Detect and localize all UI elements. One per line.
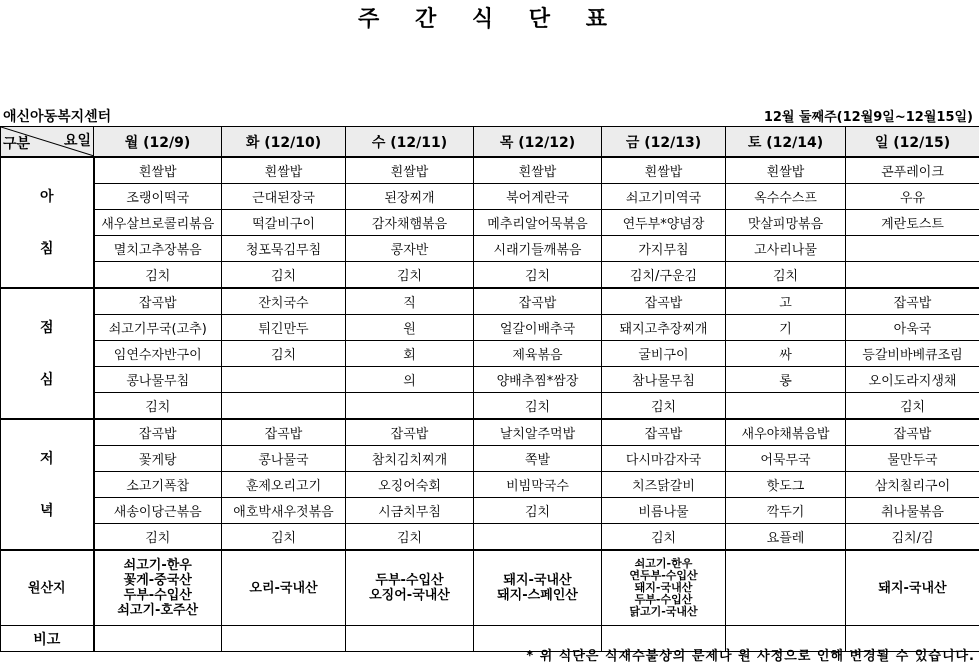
- menu-item: 흰쌀밥: [474, 157, 602, 184]
- menu-item: 맛살피망볶음: [726, 210, 846, 236]
- menu-item: 잔치국수: [222, 288, 346, 315]
- menu-item: 튀긴만두: [222, 315, 346, 341]
- meal-label-top: 저: [1, 446, 93, 472]
- menu-item: [474, 524, 602, 551]
- origin-row: [1, 550, 979, 626]
- menu-item: 흰쌀밥: [222, 157, 346, 184]
- menu-item: [846, 236, 979, 262]
- menu-item: 감자채햄볶음: [346, 210, 474, 236]
- menu-item: 기: [726, 315, 846, 341]
- menu-item: 흰쌀밥: [94, 157, 222, 184]
- menu-item: 롱: [726, 367, 846, 393]
- menu-item: 쇠고기무국(고추): [94, 315, 222, 341]
- menu-item: 가지무침: [602, 236, 726, 262]
- menu-item: 시금치무침: [346, 498, 474, 524]
- origin-line: 돼지-국내산: [846, 581, 979, 596]
- menu-item: 김치: [474, 393, 602, 420]
- menu-item: 잡곡밥: [346, 419, 474, 446]
- menu-item: 원: [346, 315, 474, 341]
- meal-row: [1, 288, 979, 315]
- menu-item: 김치: [474, 498, 602, 524]
- menu-item: 삼치칠리구이: [846, 472, 979, 498]
- menu-item: 김치: [346, 524, 474, 551]
- origin-cell: [474, 550, 602, 626]
- menu-item: 등갈비바베큐조림: [846, 341, 979, 367]
- meal-row: [1, 524, 979, 551]
- menu-item: 김치: [222, 524, 346, 551]
- meal-row: [1, 341, 979, 367]
- meal-label: [1, 288, 94, 419]
- menu-item: 된장찌개: [346, 184, 474, 210]
- meal-label: [1, 157, 94, 288]
- menu-item: 새우야채볶음밥: [726, 419, 846, 446]
- menu-item: 김치: [222, 341, 346, 367]
- menu-item: 쪽발: [474, 446, 602, 472]
- menu-item: 비름나물: [602, 498, 726, 524]
- meal-label-bottom: 녁: [1, 498, 93, 524]
- header-row: [1, 127, 979, 158]
- day-header: 월 (12/9): [94, 127, 222, 158]
- corner-day-label: 요일: [64, 130, 91, 150]
- meal-row: [1, 315, 979, 341]
- menu-item: 쇠고기미역국: [602, 184, 726, 210]
- note-cell: [222, 626, 346, 652]
- meal-label-spacer: [1, 472, 93, 498]
- day-header: 수 (12/11): [346, 127, 474, 158]
- menu-item: 청포묵김무침: [222, 236, 346, 262]
- menu-item: 근대된장국: [222, 184, 346, 210]
- menu-item: 시래기들깨볶음: [474, 236, 602, 262]
- menu-item: [346, 393, 474, 420]
- meal-row: [1, 262, 979, 289]
- menu-item: 고사리나물: [726, 236, 846, 262]
- meal-row: [1, 446, 979, 472]
- menu-item: 치즈닭갈비: [602, 472, 726, 498]
- meal-row: [1, 393, 979, 420]
- menu-item: 회: [346, 341, 474, 367]
- origin-cell: [726, 550, 846, 626]
- menu-item: 애호박새우젓볶음: [222, 498, 346, 524]
- origin-cell: [846, 550, 979, 626]
- menu-item: 취나물볶음: [846, 498, 979, 524]
- meal-label-spacer: [1, 341, 93, 367]
- menu-item: 떡갈비구이: [222, 210, 346, 236]
- origin-line: 꽃게-중국산: [95, 573, 222, 588]
- menu-item: 의: [346, 367, 474, 393]
- origin-line: 쇠고기-한우: [95, 558, 222, 573]
- menu-item: 제육볶음: [474, 341, 602, 367]
- corner-category-label: 구분: [3, 133, 30, 153]
- menu-item: 연두부*양념장: [602, 210, 726, 236]
- origin-line: 연두부-수입산: [602, 570, 725, 582]
- menu-item: 참나물무침: [602, 367, 726, 393]
- menu-item: 김치: [94, 393, 222, 420]
- menu-item: 콩나물무침: [94, 367, 222, 393]
- menu-item: 흰쌀밥: [602, 157, 726, 184]
- origin-line: 두부-수입산: [602, 594, 725, 606]
- menu-table: [0, 126, 979, 652]
- menu-item: 콘푸레이크: [846, 157, 979, 184]
- menu-item: 잡곡밥: [846, 288, 979, 315]
- menu-item: 김치: [726, 262, 846, 289]
- origin-line: 두부-수입산: [346, 573, 473, 588]
- note-label: 비고: [1, 626, 94, 652]
- note-cell: [346, 626, 474, 652]
- menu-item: 고: [726, 288, 846, 315]
- meal-label: [1, 419, 94, 550]
- menu-item: 잡곡밥: [602, 288, 726, 315]
- menu-item: 김치: [94, 524, 222, 551]
- menu-item: 북어계란국: [474, 184, 602, 210]
- origin-cell: [602, 550, 726, 626]
- origin-line: 오리-국내산: [222, 581, 345, 596]
- menu-item: 콩나물국: [222, 446, 346, 472]
- menu-item: [222, 393, 346, 420]
- origin-line: 닭고기-국내산: [602, 606, 725, 618]
- meal-row: [1, 184, 979, 210]
- menu-item: 참치김치찌개: [346, 446, 474, 472]
- menu-item: 꽃게탕: [94, 446, 222, 472]
- meal-label-top: 점: [1, 315, 93, 341]
- origin-cell: [94, 550, 222, 626]
- menu-item: 새송이당근볶음: [94, 498, 222, 524]
- menu-item: 콩자반: [346, 236, 474, 262]
- menu-item: [846, 262, 979, 289]
- menu-item: 김치: [602, 393, 726, 420]
- day-header: 목 (12/12): [474, 127, 602, 158]
- menu-item: 김치: [474, 262, 602, 289]
- menu-item: 김치/구운김: [602, 262, 726, 289]
- menu-item: 잡곡밥: [94, 288, 222, 315]
- menu-item: 다시마감자국: [602, 446, 726, 472]
- menu-item: 임연수자반구이: [94, 341, 222, 367]
- menu-item: 얼갈이배추국: [474, 315, 602, 341]
- menu-item: 흰쌀밥: [726, 157, 846, 184]
- menu-item: 직: [346, 288, 474, 315]
- origin-line: 오징어-국내산: [346, 588, 473, 603]
- menu-item: 계란토스트: [846, 210, 979, 236]
- menu-item: 물만두국: [846, 446, 979, 472]
- menu-item: 훈제오리고기: [222, 472, 346, 498]
- meal-row: [1, 157, 979, 184]
- menu-item: 잡곡밥: [474, 288, 602, 315]
- week-label: 12월 둘째주(12월9일~12월15일): [764, 106, 973, 125]
- origin-line: 돼지-국내산: [602, 582, 725, 594]
- origin-line: 돼지-국내산: [474, 573, 601, 588]
- center-name: 애신아동복지센터: [3, 106, 111, 126]
- origin-cell: [346, 550, 474, 626]
- menu-item: 핫도그: [726, 472, 846, 498]
- origin-line: 돼지-스페인산: [474, 588, 601, 603]
- menu-item: 깍두기: [726, 498, 846, 524]
- menu-item: 김치/김: [846, 524, 979, 551]
- header-corner: [1, 127, 94, 158]
- origin-line: 쇠고기-한우: [602, 558, 725, 570]
- day-header: 금 (12/13): [602, 127, 726, 158]
- menu-item: 날치알주먹밥: [474, 419, 602, 446]
- footnote: * 위 식단은 식재수불상의 문제나 원 사정으로 인해 변경될 수 있습니다.: [526, 645, 975, 664]
- meal-label-bottom: 심: [1, 367, 93, 393]
- menu-item: 싸: [726, 341, 846, 367]
- menu-item: 잡곡밥: [94, 419, 222, 446]
- meal-label-bottom: 침: [1, 236, 93, 262]
- menu-item: 오이도라지생채: [846, 367, 979, 393]
- menu-item: 오징어숙회: [346, 472, 474, 498]
- day-header: 화 (12/10): [222, 127, 346, 158]
- meal-row: [1, 419, 979, 446]
- menu-item: 김치: [222, 262, 346, 289]
- menu-item: 잡곡밥: [222, 419, 346, 446]
- meal-row: [1, 367, 979, 393]
- origin-line: 두부-수입산: [95, 588, 222, 603]
- meal-label-top: 아: [1, 184, 93, 210]
- origin-cell: [222, 550, 346, 626]
- menu-item: 아욱국: [846, 315, 979, 341]
- menu-item: 조랭이떡국: [94, 184, 222, 210]
- menu-item: 요플레: [726, 524, 846, 551]
- page-title: 주 간 식 단 표: [0, 2, 979, 33]
- menu-item: 어묵무국: [726, 446, 846, 472]
- menu-item: 김치: [602, 524, 726, 551]
- menu-item: 양배추찜*쌈장: [474, 367, 602, 393]
- note-cell: [94, 626, 222, 652]
- menu-item: 소고기폭찹: [94, 472, 222, 498]
- meal-row: [1, 236, 979, 262]
- menu-item: [726, 393, 846, 420]
- menu-item: 멸치고추장볶음: [94, 236, 222, 262]
- meal-row: [1, 472, 979, 498]
- menu-item: 잡곡밥: [602, 419, 726, 446]
- origin-label: 원산지: [1, 550, 94, 626]
- meal-row: [1, 498, 979, 524]
- day-header: 토 (12/14): [726, 127, 846, 158]
- origin-line: 쇠고기-호주산: [95, 603, 222, 618]
- menu-item: 옥수수스프: [726, 184, 846, 210]
- menu-item: 흰쌀밥: [346, 157, 474, 184]
- menu-item: [222, 367, 346, 393]
- menu-item: 메추리알어묵볶음: [474, 210, 602, 236]
- menu-item: 잡곡밥: [846, 419, 979, 446]
- day-header: 일 (12/15): [846, 127, 979, 158]
- menu-item: 돼지고추장찌개: [602, 315, 726, 341]
- menu-item: 김치: [346, 262, 474, 289]
- menu-item: 새우살브로콜리볶음: [94, 210, 222, 236]
- menu-item: 비빔막국수: [474, 472, 602, 498]
- menu-item: 굴비구이: [602, 341, 726, 367]
- menu-item: 김치: [94, 262, 222, 289]
- meal-row: [1, 210, 979, 236]
- menu-item: 우유: [846, 184, 979, 210]
- menu-item: 김치: [846, 393, 979, 420]
- meal-label-spacer: [1, 210, 93, 236]
